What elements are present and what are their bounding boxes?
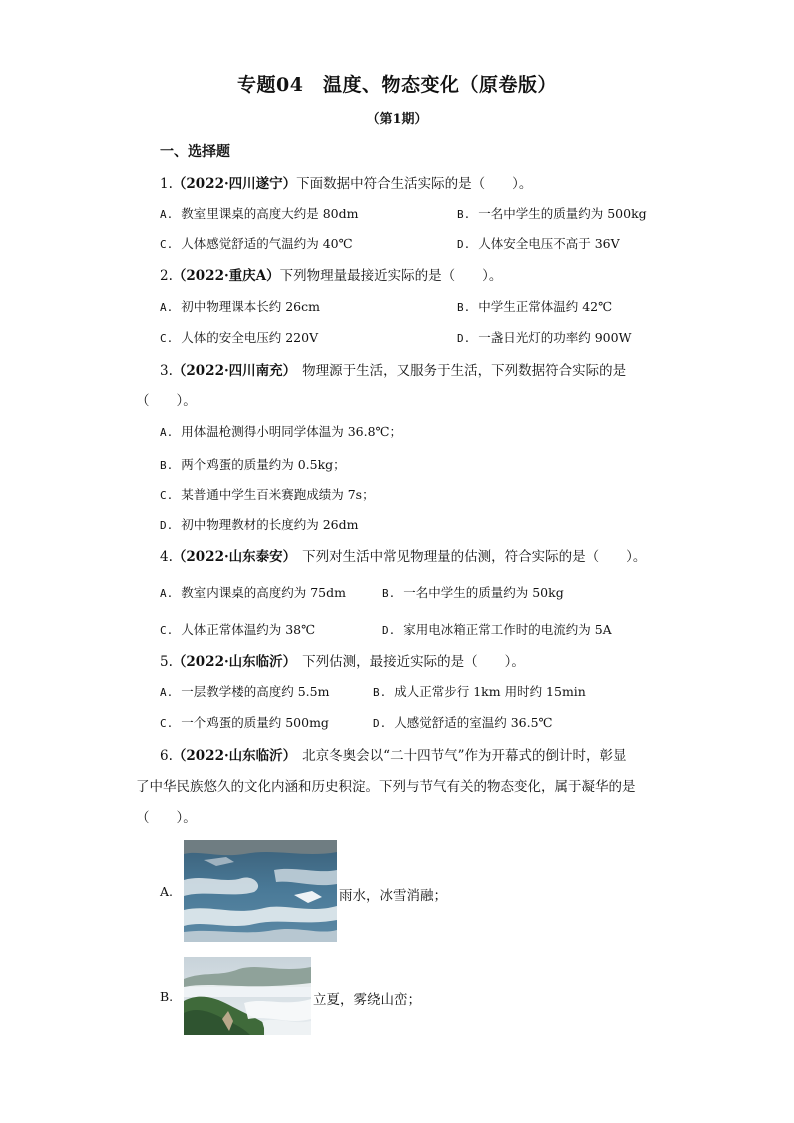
question-source: （2022·四川南充） — [172, 363, 297, 379]
question-source: （2022·山东泰安） — [172, 549, 297, 565]
question-source: （2022·重庆A） — [172, 268, 280, 284]
option-5a[interactable]: A. 一层教学楼的高度约 5.5m — [160, 684, 330, 699]
question-stem: 下列对生活中常见物理量的估测，符合实际的是（ ）。 — [302, 549, 647, 565]
question-stem: 下列估测，最接近实际的是（ ）。 — [302, 654, 525, 670]
option-4c[interactable]: C. 人体正常体温约为 38℃ — [160, 622, 316, 637]
option-5c[interactable]: C. 一个鸡蛋的质量约 500mg — [160, 715, 329, 730]
question-number: 1. — [160, 176, 173, 192]
page-title: 专题04 温度、物态变化（原卷版） — [237, 74, 557, 96]
mountain-fog-photo — [184, 957, 311, 1035]
option-6a-text: 雨水，冰雪消融； — [339, 888, 447, 904]
option-4d[interactable]: D. 家用电冰箱正常工作时的电流约为 5A — [382, 622, 612, 637]
question-1 — [160, 172, 532, 192]
question-4 — [160, 545, 646, 565]
question-number: 3. — [160, 363, 173, 379]
option-2c[interactable]: C. 人体的安全电压约 220V — [160, 330, 319, 345]
question-source: （2022·四川遂宁） — [172, 176, 297, 192]
question-2 — [160, 264, 502, 284]
option-3b[interactable]: B. 两个鸡蛋的质量约为 0.5kg； — [160, 457, 346, 472]
option-1d[interactable]: D. 人体安全电压不高于 36V — [457, 236, 620, 251]
question-source: （2022·山东临沂） — [172, 654, 297, 670]
option-6b-text: 立夏，雾绕山峦； — [313, 992, 421, 1008]
question-3-stem-cont: （ ）。 — [136, 393, 197, 409]
option-1a[interactable]: A. 教室里课桌的高度大约是 80dm — [160, 206, 359, 221]
question-stem: 下面数据中符合生活实际的是（ ）。 — [296, 176, 533, 192]
option-6a-label[interactable]: A. — [160, 884, 174, 899]
option-5d[interactable]: D. 人感觉舒适的室温约 36.5℃ — [373, 715, 553, 730]
option-2d[interactable]: D. 一盏日光灯的功率约 900W — [457, 330, 632, 345]
question-5 — [160, 650, 525, 670]
option-4b[interactable]: B. 一名中学生的质量约为 50kg — [382, 585, 564, 600]
question-number: 5. — [160, 654, 173, 670]
option-2b[interactable]: B. 中学生正常体温约 42℃ — [457, 299, 613, 314]
option-2a[interactable]: A. 初中物理课本长约 26cm — [160, 299, 320, 314]
option-3c[interactable]: C. 某普通中学生百米赛跑成绩为 7s； — [160, 487, 375, 502]
option-1b[interactable]: B. 一名中学生的质量约为 500kg — [457, 206, 647, 221]
question-source: （2022·山东临沂） — [172, 748, 297, 764]
question-number: 4. — [160, 549, 173, 565]
question-6 — [160, 744, 626, 764]
option-4a[interactable]: A. 教室内课桌的高度约为 75dm — [160, 585, 346, 600]
option-6b-label[interactable]: B. — [160, 989, 174, 1004]
question-stem: 北京冬奥会以“二十四节气”作为开幕式的倒计时，彰显 — [302, 748, 627, 764]
option-3a[interactable]: A. 用体温枪测得小明同学体温为 36.8℃； — [160, 424, 403, 439]
option-5b[interactable]: B. 成人正常步行 1km 用时约 15min — [373, 684, 586, 699]
page-subtitle: （第1期） — [366, 112, 428, 127]
question-stem: 下列物理量最接近实际的是（ ）。 — [279, 268, 503, 284]
option-3d[interactable]: D. 初中物理教材的长度约为 26dm — [160, 517, 359, 532]
question-number: 2. — [160, 268, 173, 284]
question-3 — [160, 359, 626, 379]
melting-ice-photo — [184, 840, 337, 942]
option-1c[interactable]: C. 人体感觉舒适的气温约为 40℃ — [160, 236, 353, 251]
question-6-stem-cont-2: （ ）。 — [136, 810, 197, 826]
section-heading: 一、选择题 — [160, 144, 230, 160]
question-stem: 物理源于生活，又服务于生活，下列数据符合实际的是 — [302, 363, 627, 379]
question-number: 6. — [160, 748, 173, 764]
question-6-stem-cont: 了中华民族悠久的文化内涵和历史积淀。下列与节气有关的物态变化，属于凝华的是 — [136, 779, 636, 795]
